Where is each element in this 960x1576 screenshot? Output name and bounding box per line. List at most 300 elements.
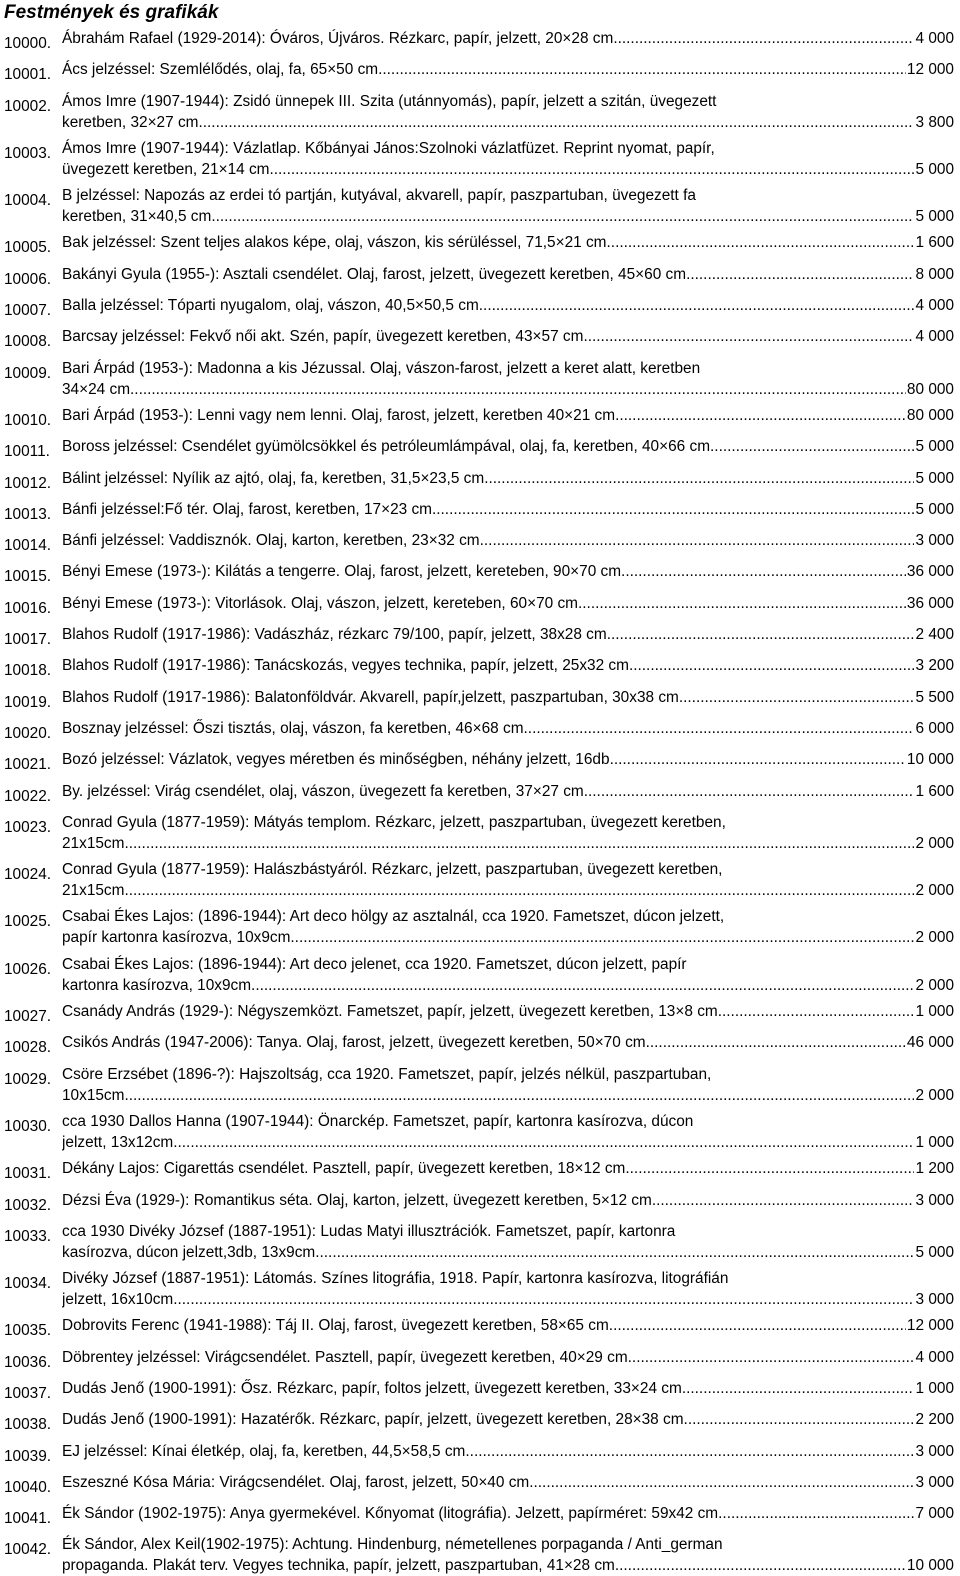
catalog-entry	[4, 1315, 954, 1341]
dot-leader	[124, 1085, 914, 1106]
lot-description	[62, 624, 954, 645]
lot-description	[62, 749, 954, 770]
dot-leader	[529, 1472, 914, 1493]
lot-number: 10002.	[4, 97, 52, 115]
lot-number: 10041.	[4, 1510, 52, 1528]
starting-price: 80 000	[906, 380, 954, 398]
description-line: Csöre Erzsébet (1896-?): Hajszoltság, cca 1920. Fametszet, papír, jelzés nélkül, paszpartuban,	[62, 1065, 712, 1083]
description-last-line	[62, 624, 954, 645]
lot-description	[62, 59, 954, 80]
lot-description	[62, 1268, 954, 1310]
description-last-line	[62, 1190, 954, 1211]
description-last-line	[62, 1503, 954, 1524]
dot-leader	[315, 1242, 914, 1263]
lot-number: 10009.	[4, 364, 52, 382]
description-last-line	[62, 1001, 954, 1022]
starting-price: 5 000	[915, 469, 954, 487]
catalog-entry	[4, 436, 954, 462]
lot-description	[62, 1441, 954, 1462]
lot-number: 10024.	[4, 866, 52, 884]
description-line: cca 1930 Dallos Hanna (1907-1944): Önarckép. Fametszet, papír, kartonra kasírozva, dúcon	[62, 1112, 694, 1130]
dot-leader	[524, 718, 915, 739]
description-line: Csabai Ékes Lajos: (1896-1944): Art deco hölgy az asztalnál, cca 1920. Fametszet, dúcon jelzett,	[62, 908, 725, 926]
description-text: jelzett, 13x12cm	[62, 1133, 174, 1151]
lot-number: 10030.	[4, 1117, 52, 1135]
starting-price: 1 000	[915, 1003, 954, 1021]
starting-price: 10 000	[906, 751, 954, 769]
description-last-line	[62, 749, 954, 770]
starting-price: 4 000	[915, 297, 954, 315]
lot-description	[62, 1503, 954, 1524]
starting-price: 5 000	[915, 438, 954, 456]
description-line: B jelzéssel: Napozás az erdei tó partján, kutyával, akvarell, papír, paszpartuban, üvegezett fa	[62, 187, 696, 205]
lot-description	[62, 264, 954, 285]
description-text: 21x15cm	[62, 882, 125, 900]
description-last-line	[62, 655, 954, 676]
catalog-entry	[4, 138, 954, 180]
description-last-line	[62, 1378, 954, 1399]
description-last-line	[62, 1409, 954, 1430]
dot-leader	[625, 1158, 914, 1179]
dot-leader	[198, 112, 914, 133]
description-last-line	[62, 1347, 954, 1368]
lot-number: 10035.	[4, 1322, 52, 1340]
description-text: Blahos Rudolf (1917-1986): Balatonföldvár. Akvarell, papír,jelzett, paszpartuban, 30x38 cm	[62, 688, 679, 706]
description-last-line	[62, 28, 954, 49]
dot-leader	[710, 436, 914, 457]
catalog-entry	[4, 906, 954, 948]
lot-number: 10012.	[4, 474, 52, 492]
dot-leader	[613, 28, 914, 49]
catalog-entry	[4, 295, 954, 321]
dot-leader	[378, 59, 906, 80]
lot-number: 10036.	[4, 1353, 52, 1371]
catalog-entry	[4, 499, 954, 525]
dot-leader	[628, 1347, 915, 1368]
starting-price: 3 000	[915, 1291, 954, 1309]
lot-number: 10000.	[4, 35, 52, 52]
catalog-entry	[4, 624, 954, 650]
lot-description	[62, 1409, 954, 1430]
lot-number: 10003.	[4, 144, 52, 162]
lot-description	[62, 1158, 954, 1179]
description-text: Bari Árpád (1953-): Lenni vagy nem lenni. Olaj, farost, jelzett, keretben 40×21 cm	[62, 406, 616, 424]
description-line: Ámos Imre (1907-1944): Zsidó ünnepek III. Szita (utánnyomás), papír, jelzett a szitán, üvegezett	[62, 92, 717, 110]
dot-leader	[124, 833, 914, 854]
starting-price: 10 000	[906, 1557, 954, 1575]
description-last-line	[62, 436, 954, 457]
lot-number: 10004.	[4, 192, 52, 210]
description-last-line	[62, 232, 954, 253]
lot-description	[62, 232, 954, 253]
starting-price: 4 000	[915, 1348, 954, 1366]
starting-price: 3 000	[915, 1191, 954, 1209]
lot-description	[62, 1378, 954, 1399]
description-text: Boross jelzéssel: Csendélet gyümölcsökkel és petróleumlámpával, olaj, fa, keretben, 40×66 cm	[62, 438, 711, 456]
dot-leader	[484, 468, 914, 489]
lot-description	[62, 405, 954, 426]
lot-description	[62, 1221, 954, 1263]
catalog-entry	[4, 264, 954, 290]
description-last-line	[62, 593, 954, 614]
lot-description	[62, 687, 954, 708]
description-last-line	[62, 833, 954, 854]
description-text: Ék Sándor (1902-1975): Anya gyermekével. Kőnyomat (litográfia). Jelzett, papírméret: 59x42 cm	[62, 1505, 719, 1523]
description-text: Csikós András (1947-2006): Tanya. Olaj, farost, jelzett, üvegezett keretben, 50×70 cm	[62, 1034, 646, 1052]
dot-leader	[269, 159, 914, 180]
lot-number: 10027.	[4, 1008, 52, 1026]
dot-leader	[479, 295, 915, 316]
description-text: üvegezett keretben, 21×14 cm	[62, 160, 270, 178]
dot-leader	[584, 781, 915, 802]
lot-number: 10040.	[4, 1478, 52, 1496]
description-text: Dékány Lajos: Cigarettás csendélet. Pasztell, papír, üvegezett keretben, 18×12 cm	[62, 1160, 626, 1178]
description-line: Conrad Gyula (1877-1959): Mátyás templom. Rézkarc, jelzett, paszpartuban, üvegezett keretben,	[62, 813, 726, 831]
description-last-line	[62, 159, 954, 180]
lot-description	[62, 1472, 954, 1493]
description-last-line	[62, 405, 954, 426]
description-last-line	[62, 1555, 954, 1576]
description-line: Bari Árpád (1953-): Madonna a kis Jézussal. Olaj, vászon-farost, jelzett a keret alatt, keretben	[62, 359, 701, 377]
starting-price: 5 500	[915, 688, 954, 706]
lot-description	[62, 1032, 954, 1053]
description-text: Dudás Jenő (1900-1991): Hazatérők. Rézkarc, papír, jelzett, üvegezett keretben, 28×38 cm	[62, 1411, 684, 1429]
lot-description	[62, 593, 954, 614]
dot-leader	[718, 1503, 914, 1524]
description-text: Ács jelzéssel: Szemlélődés, olaj, fa, 65×50 cm	[62, 61, 379, 79]
lot-number: 10017.	[4, 631, 52, 649]
description-text: Bánfi jelzéssel:Fő tér. Olaj, farost, keretben, 17×23 cm	[62, 500, 432, 518]
starting-price: 3 000	[915, 532, 954, 550]
catalog-entry	[4, 91, 954, 133]
starting-price: 1 600	[915, 234, 954, 252]
description-text: Dézsi Éva (1929-): Romantikus séta. Olaj, karton, jelzett, üvegezett keretben, 5×12 cm	[62, 1191, 652, 1209]
dot-leader	[646, 1032, 906, 1053]
description-last-line	[62, 264, 954, 285]
lot-number: 10033.	[4, 1227, 52, 1245]
description-last-line	[62, 326, 954, 347]
dot-leader	[480, 530, 915, 551]
description-last-line	[62, 499, 954, 520]
description-text: Dobrovits Ferenc (1941-1988): Táj II. Olaj, farost, üvegezett keretben, 58×65 cm	[62, 1317, 609, 1335]
catalog-entry	[4, 468, 954, 494]
description-last-line	[62, 112, 954, 133]
catalog-entry	[4, 232, 954, 258]
starting-price: 7 000	[915, 1505, 954, 1523]
catalog-entry	[4, 1001, 954, 1027]
lot-description	[62, 499, 954, 520]
lot-number: 10034.	[4, 1275, 52, 1293]
lot-description	[62, 468, 954, 489]
description-last-line	[62, 975, 954, 996]
catalog-entry	[4, 561, 954, 587]
starting-price: 5 000	[915, 1243, 954, 1261]
lot-description	[62, 859, 954, 901]
lot-description	[62, 655, 954, 676]
catalog-entry	[4, 358, 954, 400]
catalog-entry	[4, 954, 954, 996]
catalog-entry	[4, 781, 954, 807]
description-last-line	[62, 1158, 954, 1179]
dot-leader	[465, 1441, 914, 1462]
starting-price: 8 000	[915, 265, 954, 283]
description-last-line	[62, 1132, 954, 1153]
starting-price: 2 000	[915, 929, 954, 947]
description-text: 10x15cm	[62, 1086, 125, 1104]
dot-leader	[251, 975, 914, 996]
lot-description	[62, 1534, 954, 1576]
lot-description	[62, 1315, 954, 1336]
description-last-line	[62, 1085, 954, 1106]
description-line: Conrad Gyula (1877-1959): Halászbástyáról. Rézkarc, jelzett, paszpartuban, üvegezett keretben,	[62, 861, 723, 879]
lot-description	[62, 812, 954, 854]
dot-leader	[173, 1289, 914, 1310]
description-line: Divéky József (1887-1951): Látomás. Színes litográfia, 1918. Papír, kartonra kasírozva, litográfián	[62, 1270, 729, 1288]
lot-number: 10014.	[4, 537, 52, 555]
starting-price: 5 000	[915, 160, 954, 178]
dot-leader	[629, 655, 915, 676]
description-last-line	[62, 530, 954, 551]
dot-leader	[722, 1001, 914, 1022]
lot-description	[62, 436, 954, 457]
starting-price: 2 000	[915, 882, 954, 900]
description-text: Balla jelzéssel: Tóparti nyugalom, olaj, vászon, 40,5×50,5 cm	[62, 297, 479, 315]
description-text: Bánfi jelzéssel: Vaddisznók. Olaj, karton, keretben, 23×32 cm	[62, 532, 480, 550]
lot-number: 10015.	[4, 568, 52, 586]
catalog-entry	[4, 1347, 954, 1373]
catalog-entry	[4, 1378, 954, 1404]
dot-leader	[130, 379, 906, 400]
lot-number: 10037.	[4, 1384, 52, 1402]
dot-leader	[290, 927, 914, 948]
lot-description	[62, 1111, 954, 1153]
catalog-entry	[4, 59, 954, 85]
starting-price: 3 200	[915, 657, 954, 675]
lot-description	[62, 561, 954, 582]
starting-price: 4 000	[915, 328, 954, 346]
description-text: Bálint jelzéssel: Nyílik az ajtó, olaj, fa, keretben, 31,5×23,5 cm	[62, 469, 485, 487]
description-last-line	[62, 718, 954, 739]
catalog-entry	[4, 1503, 954, 1529]
catalog-entry	[4, 655, 954, 681]
catalog-entry	[4, 1064, 954, 1106]
description-line: Ámos Imre (1907-1944): Vázlatlap. Kőbányai János:Szolnoki vázlatfüzet. Reprint nyomat, papír,	[62, 139, 715, 157]
lot-number: 10039.	[4, 1447, 52, 1465]
starting-price: 2 200	[915, 1411, 954, 1429]
dot-leader	[211, 206, 914, 227]
description-text: Bak jelzéssel: Szent teljes alakos képe, olaj, vászon, kis sérüléssel, 71,5×21 cm	[62, 234, 607, 252]
lot-description	[62, 358, 954, 400]
description-last-line	[62, 561, 954, 582]
description-text: kasírozva, dúcon jelzett,3db, 13x9cm	[62, 1243, 316, 1261]
starting-price: 5 000	[915, 500, 954, 518]
description-text: Dudás Jenő (1900-1991): Ősz. Rézkarc, papír, foltos jelzett, üvegezett keretben, 33×24 cm	[62, 1379, 682, 1397]
lot-number: 10016.	[4, 599, 52, 617]
description-text: keretben, 32×27 cm	[62, 113, 199, 131]
lot-description	[62, 718, 954, 739]
starting-price: 2 000	[915, 1086, 954, 1104]
catalog-entry	[4, 1032, 954, 1058]
catalog-entry	[4, 1158, 954, 1184]
starting-price: 1 000	[915, 1133, 954, 1151]
dot-leader	[682, 1378, 915, 1399]
lot-description	[62, 1001, 954, 1022]
description-text: Bozó jelzéssel: Vázlatok, vegyes méretben és minőségben, néhány jelzett, 16db	[62, 751, 610, 769]
lot-number: 10031.	[4, 1165, 52, 1183]
lot-number: 10028.	[4, 1039, 52, 1057]
description-last-line	[62, 468, 954, 489]
starting-price: 12 000	[906, 1317, 954, 1335]
lot-number: 10022.	[4, 787, 52, 805]
catalog-entry	[4, 749, 954, 775]
description-text: Döbrentey jelzéssel: Virágcsendélet. Pasztell, papír, üvegezett keretben, 40×29 cm	[62, 1348, 628, 1366]
dot-leader	[686, 264, 914, 285]
lot-number: 10026.	[4, 960, 52, 978]
lot-description	[62, 326, 954, 347]
starting-price: 5 000	[915, 208, 954, 226]
dot-leader	[684, 1409, 915, 1430]
description-text: 34×24 cm	[62, 380, 131, 398]
catalog-entry	[4, 1190, 954, 1216]
lot-description	[62, 1347, 954, 1368]
catalog-entry	[4, 1221, 954, 1263]
description-last-line	[62, 1315, 954, 1336]
lot-description	[62, 1064, 954, 1106]
dot-leader	[173, 1132, 914, 1153]
lot-number: 10001.	[4, 66, 52, 84]
lot-description	[62, 91, 954, 133]
description-last-line	[62, 1242, 954, 1263]
description-text: Ábrahám Rafael (1929-2014): Óváros, Újváros. Rézkarc, papír, jelzett, 20×28 cm	[62, 30, 614, 47]
lot-number: 10005.	[4, 239, 52, 257]
lot-description	[62, 530, 954, 551]
lot-number: 10006.	[4, 270, 52, 288]
lot-number: 10023.	[4, 818, 52, 836]
description-text: Barcsay jelzéssel: Fekvő női akt. Szén, papír, üvegezett keretben, 43×57 cm	[62, 328, 584, 346]
description-last-line	[62, 59, 954, 80]
catalog-entry	[4, 530, 954, 556]
dot-leader	[679, 687, 915, 708]
lot-number: 10018.	[4, 662, 52, 680]
catalog-entry	[4, 1472, 954, 1498]
catalog-entry	[4, 812, 954, 854]
lot-number: 10013.	[4, 505, 52, 523]
description-text: 21x15cm	[62, 834, 125, 852]
dot-leader	[583, 326, 914, 347]
catalog-entry	[4, 326, 954, 352]
catalog-entry	[4, 1111, 954, 1153]
description-last-line	[62, 687, 954, 708]
dot-leader	[432, 499, 915, 520]
starting-price: 6 000	[915, 719, 954, 737]
description-text: kartonra kasírozva, 10x9cm	[62, 976, 252, 994]
starting-price: 1 200	[915, 1160, 954, 1178]
starting-price: 1 000	[915, 1379, 954, 1397]
description-text: keretben, 31×40,5 cm	[62, 208, 212, 226]
catalog-entry	[4, 1268, 954, 1310]
dot-leader	[652, 1190, 915, 1211]
catalog-entry	[4, 405, 954, 431]
catalog-entry	[4, 1409, 954, 1435]
description-text: Blahos Rudolf (1917-1986): Tanácskozás, vegyes technika, papír, jelzett, 25x32 cm	[62, 657, 629, 675]
dot-leader	[610, 749, 906, 770]
starting-price: 2 000	[915, 834, 954, 852]
description-text: jelzett, 16x10cm	[62, 1291, 174, 1309]
description-text: By. jelzéssel: Virág csendélet, olaj, vászon, üvegezett fa keretben, 37×27 cm	[62, 782, 584, 800]
entry-list	[4, 28, 954, 1576]
lot-description	[62, 185, 954, 227]
starting-price: 80 000	[906, 406, 954, 424]
starting-price: 36 000	[906, 594, 954, 612]
catalog-entry	[4, 185, 954, 227]
lot-description	[62, 1190, 954, 1211]
description-last-line	[62, 1032, 954, 1053]
lot-number: 10042.	[4, 1541, 52, 1559]
section-title: Festmények és grafikák	[4, 2, 219, 23]
lot-description	[62, 906, 954, 948]
lot-number: 10019.	[4, 693, 52, 711]
dot-leader	[607, 232, 915, 253]
description-text: Csanády András (1929-): Négyszemközt. Fametszet, papír, jelzett, üvegezett keretben, 13×8 cm.	[62, 1003, 722, 1021]
lot-number: 10025.	[4, 913, 52, 931]
description-text: Bényi Emese (1973-): Vitorlások. Olaj, vászon, jelzett, kereteben, 60×70 cm	[62, 594, 578, 612]
description-last-line	[62, 379, 954, 400]
description-text: Bosznay jelzéssel: Őszi tisztás, olaj, vászon, fa keretben, 46×68 cm	[62, 719, 524, 737]
catalog-entry	[4, 28, 954, 54]
description-last-line	[62, 781, 954, 802]
description-text: Blahos Rudolf (1917-1986): Vadászház, rézkarc 79/100, papír, jelzett, 38x28 cm	[62, 626, 607, 644]
dot-leader	[615, 405, 906, 426]
lot-number: 10038.	[4, 1416, 52, 1434]
description-text: Bényi Emese (1973-): Kilátás a tengerre. Olaj, farost, jelzett, kereteben, 90×70 cm	[62, 563, 622, 581]
description-line: Csabai Ékes Lajos: (1896-1944): Art deco jelenet, cca 1920. Fametszet, dúcon jelzett, papír	[62, 955, 687, 973]
description-last-line	[62, 1472, 954, 1493]
starting-price: 12 000	[906, 61, 954, 79]
catalog-entry	[4, 687, 954, 713]
lot-number: 10008.	[4, 333, 52, 351]
lot-number: 10032.	[4, 1196, 52, 1214]
starting-price: 3 000	[915, 1473, 954, 1491]
lot-number: 10011.	[4, 443, 50, 461]
dot-leader	[607, 624, 915, 645]
dot-leader	[578, 593, 906, 614]
lot-description	[62, 28, 954, 49]
starting-price: 2 400	[915, 626, 954, 644]
lot-number: 10007.	[4, 302, 52, 320]
lot-description	[62, 954, 954, 996]
lot-number: 10021.	[4, 756, 52, 774]
starting-price: 3 800	[915, 113, 954, 131]
description-last-line	[62, 295, 954, 316]
description-last-line	[62, 927, 954, 948]
catalog-entry	[4, 593, 954, 619]
description-last-line	[62, 206, 954, 227]
description-text: propaganda. Plakát terv. Vegyes technika, papír, jelzett, paszpartuban, 41×28 cm	[62, 1557, 615, 1575]
dot-leader	[621, 561, 906, 582]
dot-leader	[124, 880, 914, 901]
description-last-line	[62, 1289, 954, 1310]
starting-price: 2 000	[915, 976, 954, 994]
description-line: cca 1930 Divéky József (1887-1951): Ludas Matyi illusztrációk. Fametszet, papír, kartonra	[62, 1222, 676, 1240]
catalog-entry	[4, 859, 954, 901]
description-last-line	[62, 880, 954, 901]
starting-price: 1 600	[915, 782, 954, 800]
description-line: Ék Sándor, Alex Keil(1902-1975): Achtung. Hindenburg, németellenes porpaganda / Anti_german	[62, 1536, 723, 1554]
description-text: Eszeszné Kósa Mária: Virágcsendélet. Olaj, farost, jelzett, 50×40 cm	[62, 1473, 530, 1491]
lot-number: 10020.	[4, 724, 52, 742]
starting-price: 46 000	[906, 1034, 954, 1052]
dot-leader	[609, 1315, 906, 1336]
